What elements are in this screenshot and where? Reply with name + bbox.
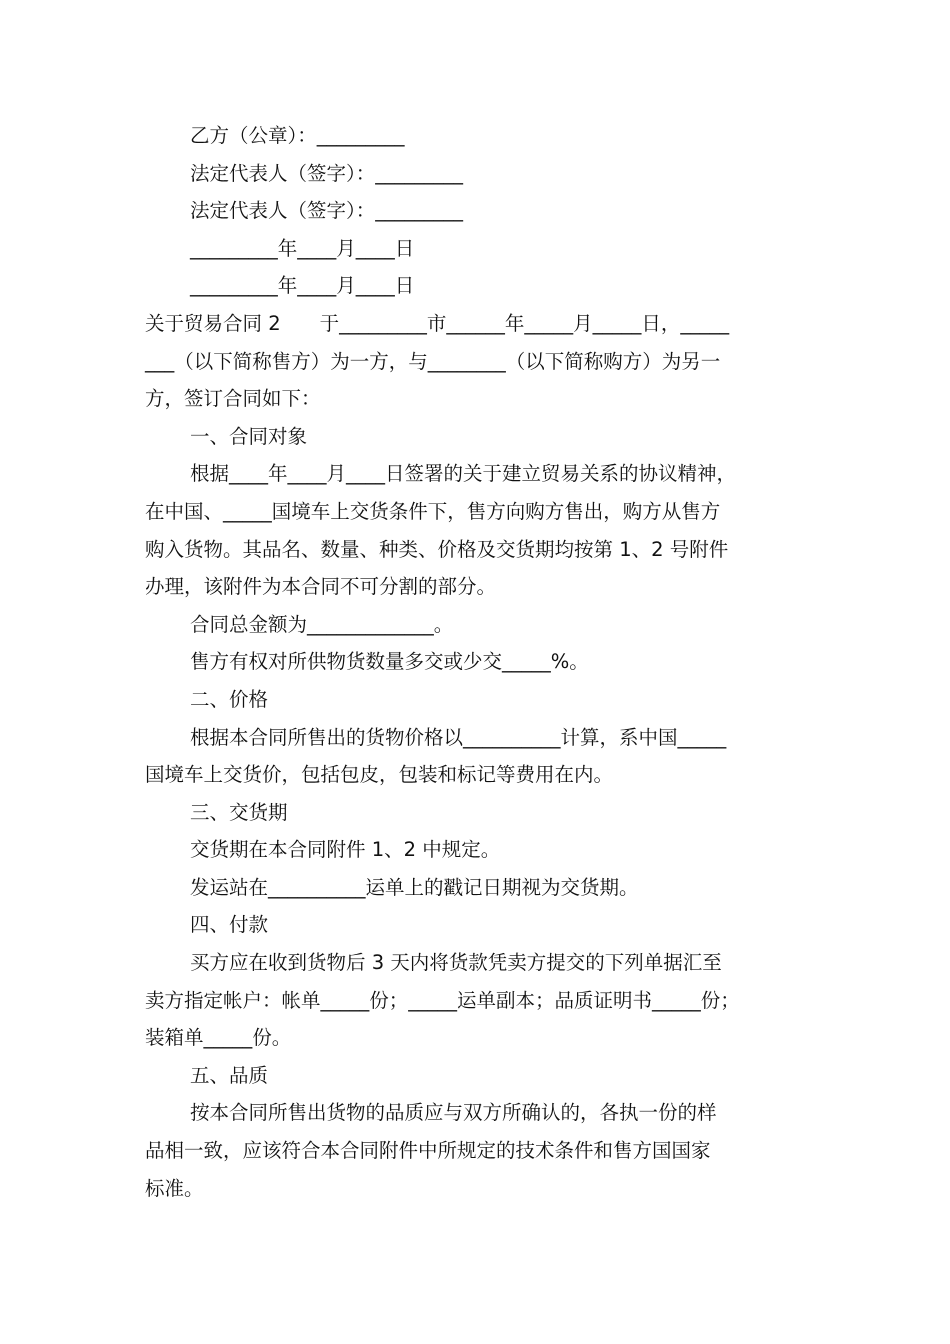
contract-intro-line: 关于贸易合同 2 于_________市______年_____月_____日，_____: [145, 311, 730, 335]
paragraph-line: 卖方指定帐户：帐单_____份；_____运单副本；品质证明书_____份；: [145, 988, 740, 1012]
section-heading: 一、合同对象: [190, 424, 308, 448]
section-heading: 四、付款: [190, 913, 269, 937]
legal-rep-sign-line: 法定代表人（签字）：_________: [190, 199, 464, 223]
paragraph-line: 买方应在收到货物后 3 天内将货款凭卖方提交的下列单据汇至: [190, 951, 722, 975]
paragraph-line: 根据本合同所售出的货物价格以__________计算，系中国_____: [190, 725, 727, 749]
party-b-seal-line: 乙方（公章）：_________: [190, 124, 405, 147]
paragraph-line: 办理，该附件为本合同不可分割的部分。: [145, 575, 497, 599]
section-heading: 二、价格: [190, 687, 269, 711]
paragraph-line: 根据____年____月____日签署的关于建立贸易关系的协议精神，: [190, 462, 737, 486]
section-heading: 三、交货期: [190, 800, 288, 824]
contract-intro-line: ___（以下简称售方）为一方，与________（以下简称购方）为另一: [145, 349, 721, 373]
paragraph-line: 标准。: [145, 1176, 204, 1200]
contract-text: [145, 117, 810, 1207]
paragraph-line: 装箱单_____份。: [145, 1026, 292, 1050]
legal-rep-sign-line: 法定代表人（签字）：_________: [190, 161, 464, 185]
paragraph-line: 品相一致，应该符合本合同附件中所规定的技术条件和售方国国家: [145, 1139, 711, 1163]
section-heading: 五、品质: [190, 1063, 269, 1087]
paragraph-line: 交货期在本合同附件 1、2 中规定。: [190, 838, 501, 862]
paragraph-line: 发运站在__________运单上的戳记日期视为交货期。: [190, 875, 639, 899]
date-line: _________年____月____日: [190, 236, 415, 260]
paragraph-line: 合同总金额为_____________。: [190, 612, 454, 636]
paragraph-line: 售方有权对所供物货数量多交或少交_____%。: [190, 650, 589, 674]
paragraph-line: 购入货物。其品名、数量、种类、价格及交货期均按第 1、2 号附件: [145, 537, 729, 561]
paragraph-line: 国境车上交货价，包括包皮，包装和标记等费用在内。: [145, 763, 614, 787]
paragraph-line: 按本合同所售出货物的品质应与双方所确认的，各执一份的样: [190, 1101, 717, 1125]
paragraph-line: 在中国、_____国境车上交货条件下，售方向购方售出，购方从售方: [145, 499, 721, 523]
date-line: _________年____月____日: [190, 274, 415, 298]
contract-intro-line: 方，签订合同如下：: [145, 387, 321, 411]
